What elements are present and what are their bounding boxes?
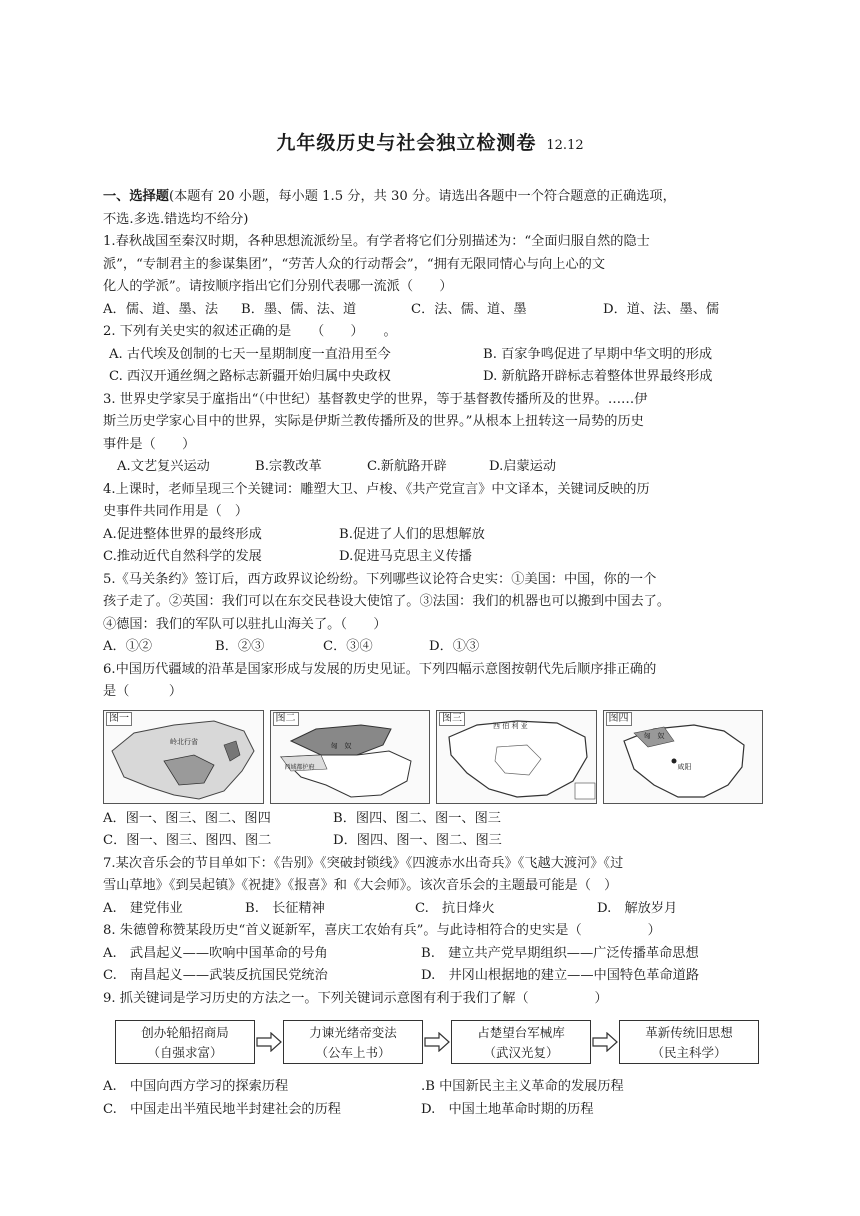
q2-option-a[interactable]: A. 古代埃及创制的七天一星期制度一直沿用至今 xyxy=(109,346,391,362)
q1-options xyxy=(103,299,763,322)
q7-stem-line1: 7.某次音乐会的节目单如下：《告别》《突破封锁线》《四渡赤水出奇兵》《飞越大渡河》《过 xyxy=(103,855,624,871)
q4-option-a[interactable]: A.促进整体世界的最终形成 xyxy=(103,526,262,542)
q6-map-strip xyxy=(103,710,763,804)
q6-option-a[interactable]: A．图一、图三、图二、图四 xyxy=(103,810,271,826)
q9-box-1 xyxy=(115,1020,255,1064)
q1-stem-line1: 1.春秋战国至秦汉时期，各种思想流派纷呈。有学者将它们分别描述为：“全面归服自然的隐士 xyxy=(103,234,650,249)
xianyang-marker xyxy=(671,758,676,763)
q7-options xyxy=(103,898,763,921)
q2-option-b[interactable]: B. 百家争鸣促进了早期中华文明的形成 xyxy=(483,346,713,362)
q7-option-c[interactable]: C. 抗日烽火 xyxy=(415,900,495,916)
q3-option-c[interactable]: C.新航路开辟 xyxy=(367,459,447,474)
q9-box-2-bottom: （公车上书） xyxy=(315,1045,391,1060)
q3-option-d[interactable]: D.启蒙运动 xyxy=(489,459,557,474)
arrow-right-icon xyxy=(423,1032,451,1052)
q2-option-d[interactable]: D. 新航路开辟标志着整体世界最终形成 xyxy=(483,369,713,384)
q6-map-4-text2: 咸阳 xyxy=(677,762,692,771)
q8-option-b[interactable]: B. 建立共产党早期组织——广泛传播革命思想 xyxy=(421,945,699,961)
q9-box-1-bottom: （自强求富） xyxy=(147,1045,223,1060)
q5-option-b[interactable]: B．②③ xyxy=(215,639,265,654)
q3-option-b[interactable]: B.宗教改革 xyxy=(255,459,322,474)
exam-content xyxy=(103,186,763,1121)
q7-option-a[interactable]: A. 建党伟业 xyxy=(103,900,183,916)
q6-option-c[interactable]: C．图一、图三、图四、图二 xyxy=(103,833,272,848)
q6-map-3-text: 西 伯 利 亚 xyxy=(493,721,528,730)
q9-box-4-top: 革新传统旧思想 xyxy=(645,1025,733,1040)
q8-options-row2 xyxy=(103,965,763,988)
q4-options-row2 xyxy=(103,546,763,569)
q1-stem-line2: 派”，“专制君主的参谋集团”，“劳苦人众的行动帮会”，“拥有无限同情心与向上心的文 xyxy=(103,256,606,272)
q5-option-c[interactable]: C．③④ xyxy=(323,639,373,654)
q8-option-d[interactable]: D. 井冈山根据地的建立——中国特色革命道路 xyxy=(421,968,700,983)
q9-box-3-top: 占楚望台军械库 xyxy=(477,1025,565,1040)
q9-box-3-bottom: （武汉光复） xyxy=(483,1045,559,1060)
q2-option-c[interactable]: C. 西汉开通丝绸之路标志新疆开始归属中央政权 xyxy=(109,369,391,384)
q1-option-a[interactable]: A．儒、道、墨、法 xyxy=(103,301,219,317)
q9-options-row1 xyxy=(103,1076,763,1099)
q9-option-b[interactable]: .B 中国新民主主义革命的发展历程 xyxy=(421,1079,624,1094)
q6-map-3 xyxy=(436,710,597,804)
q4-options-row1 xyxy=(103,524,763,547)
q8-stem: 8. 朱德曾称赞某段历史“首义诞新军，喜庆工农始有兵”。与此诗相符合的史实是（ ） xyxy=(103,923,661,938)
arrow-right-icon xyxy=(591,1032,619,1052)
q6-map-1-label: 图一 xyxy=(106,712,132,726)
q5-option-d[interactable]: D．①③ xyxy=(429,639,480,654)
q6-map-2-text: 匈 奴 xyxy=(330,741,352,750)
q4-option-d[interactable]: D.促进马克思主义传播 xyxy=(339,549,472,564)
q4-stem-line2: 史事件共同作用是（ ） xyxy=(103,504,249,519)
q3-options xyxy=(103,456,763,479)
q9-options-row2 xyxy=(103,1099,763,1122)
q9-keyword-flow xyxy=(115,1014,763,1070)
q9-option-d[interactable]: D. 中国土地革命时期的历程 xyxy=(421,1101,594,1117)
q6-options-row1 xyxy=(103,808,763,831)
q9-box-2 xyxy=(283,1020,423,1064)
q9-box-1-top: 创办轮船招商局 xyxy=(141,1025,229,1040)
q8-option-a[interactable]: A. 武昌起义——吹响中国革命的号角 xyxy=(103,945,328,961)
q9-box-4-bottom: （民主科学） xyxy=(651,1045,727,1060)
q1-option-b[interactable]: B．墨、儒、法、道 xyxy=(241,301,357,317)
q6-map-4 xyxy=(603,710,764,804)
q3-stem-line3: 事件是（ ） xyxy=(103,436,196,452)
arrow-right-icon xyxy=(255,1032,283,1052)
section-intro-line2: 不选.多选.错选均不给分) xyxy=(103,211,249,227)
q6-option-b[interactable]: B．图四、图二、图一、图三 xyxy=(333,810,501,826)
q6-option-d[interactable]: D．图四、图一、图二、图三 xyxy=(333,833,502,848)
q6-map-1 xyxy=(103,710,264,804)
q8-option-c[interactable]: C. 南昌起义——武装反抗国民党统治 xyxy=(103,968,328,983)
q1-option-c[interactable]: C．法、儒、道、墨 xyxy=(411,301,527,317)
title-date: 12.12 xyxy=(546,138,584,153)
q5-option-a[interactable]: A．①② xyxy=(103,639,153,654)
q1-stem-line3: 化人的学派”。请按顺序指出它们分别代表哪一流派（ ） xyxy=(103,279,453,294)
q6-map-2-text2: 西域都护府 xyxy=(284,763,315,771)
q9-box-2-top: 力谏光绪帝变法 xyxy=(309,1025,397,1040)
q2-options-row2 xyxy=(103,366,763,389)
section-heading: 一、选择题 xyxy=(103,189,169,204)
q4-option-c[interactable]: C.推动近代自然科学的发展 xyxy=(103,549,262,564)
page-title xyxy=(0,128,860,155)
q1-option-d[interactable]: D．道、法、墨、儒 xyxy=(603,301,720,317)
title-text: 九年级历史与社会独立检测卷 xyxy=(276,132,537,154)
q6-options-row2 xyxy=(103,830,763,853)
q6-map-4-text: 匈 奴 xyxy=(643,731,665,740)
q4-stem-line1: 4.上课时，老师呈现三个关键词：雕塑大卫、卢梭、《共产党宣言》中文译本，关键词反映的历 xyxy=(103,481,650,497)
q9-option-c[interactable]: C. 中国走出半殖民地半封建社会的历程 xyxy=(103,1101,341,1117)
q8-options-row1 xyxy=(103,943,763,966)
q9-stem: 9. 抓关键词是学习历史的方法之一。下列关键词示意图有利于我们了解（ ） xyxy=(103,990,608,1006)
q7-stem-line2: 雪山草地》《到吴起镇》《祝捷》《报喜》和《大会师》。该次音乐会的主题最可能是（ ） xyxy=(103,878,618,893)
q3-stem-line1: 3. 世界史学家吴于廑指出“（中世纪）基督教史学的世界，等于基督教传播所及的世界。……伊 xyxy=(103,391,648,407)
q7-option-d[interactable]: D. 解放岁月 xyxy=(597,900,678,916)
q6-map-4-label: 图四 xyxy=(606,712,632,726)
q6-stem-line1: 6.中国历代疆域的沿革是国家形成与发展的历史见证。下列四幅示意图按朝代先后顺序排正确的 xyxy=(103,661,657,677)
section-intro-line1: (本题有 20 小题，每小题 1.5 分，共 30 分。请选出各题中一个符合题意的正确选项， xyxy=(168,189,676,204)
q6-map-2-label: 图二 xyxy=(273,712,299,726)
q3-stem-line2: 斯兰历史学家心目中的世界，实际是伊斯兰教传播所及的世界。”从根本上扭转这一局势的历史 xyxy=(103,414,644,429)
q3-option-a[interactable]: A.文艺复兴运动 xyxy=(117,459,210,474)
q9-box-3 xyxy=(451,1020,591,1064)
q5-options xyxy=(103,636,763,659)
q5-stem-line3: ④德国：我们的军队可以驻扎山海关了。（ ） xyxy=(103,616,387,632)
q6-map-1-text: 岭北行省 xyxy=(170,737,198,746)
q4-option-b[interactable]: B.促进了人们的思想解放 xyxy=(339,526,485,542)
q5-stem-line2: 孩子走了。②英国：我们可以在东交民巷设大使馆了。③法国：我们的机器也可以搬到中国去了。 xyxy=(103,594,671,609)
q2-options-row1 xyxy=(103,344,763,367)
q5-stem-line1: 5.《马关条约》签订后，西方政界议论纷纷。下列哪些议论符合史实：①美国：中国，你的一个 xyxy=(103,571,657,587)
q7-option-b[interactable]: B. 长征精神 xyxy=(245,900,325,916)
q6-stem-line2: 是（ ） xyxy=(103,684,183,699)
q9-option-a[interactable]: A. 中国向西方学习的探索历程 xyxy=(103,1079,289,1094)
section-intro xyxy=(103,186,763,209)
q6-map-2 xyxy=(270,710,431,804)
q6-map-3-label: 图三 xyxy=(439,712,465,726)
q9-box-4 xyxy=(619,1020,759,1064)
q2-stem: 2. 下列有关史实的叙述正确的是 （ ） 。 xyxy=(103,324,397,339)
